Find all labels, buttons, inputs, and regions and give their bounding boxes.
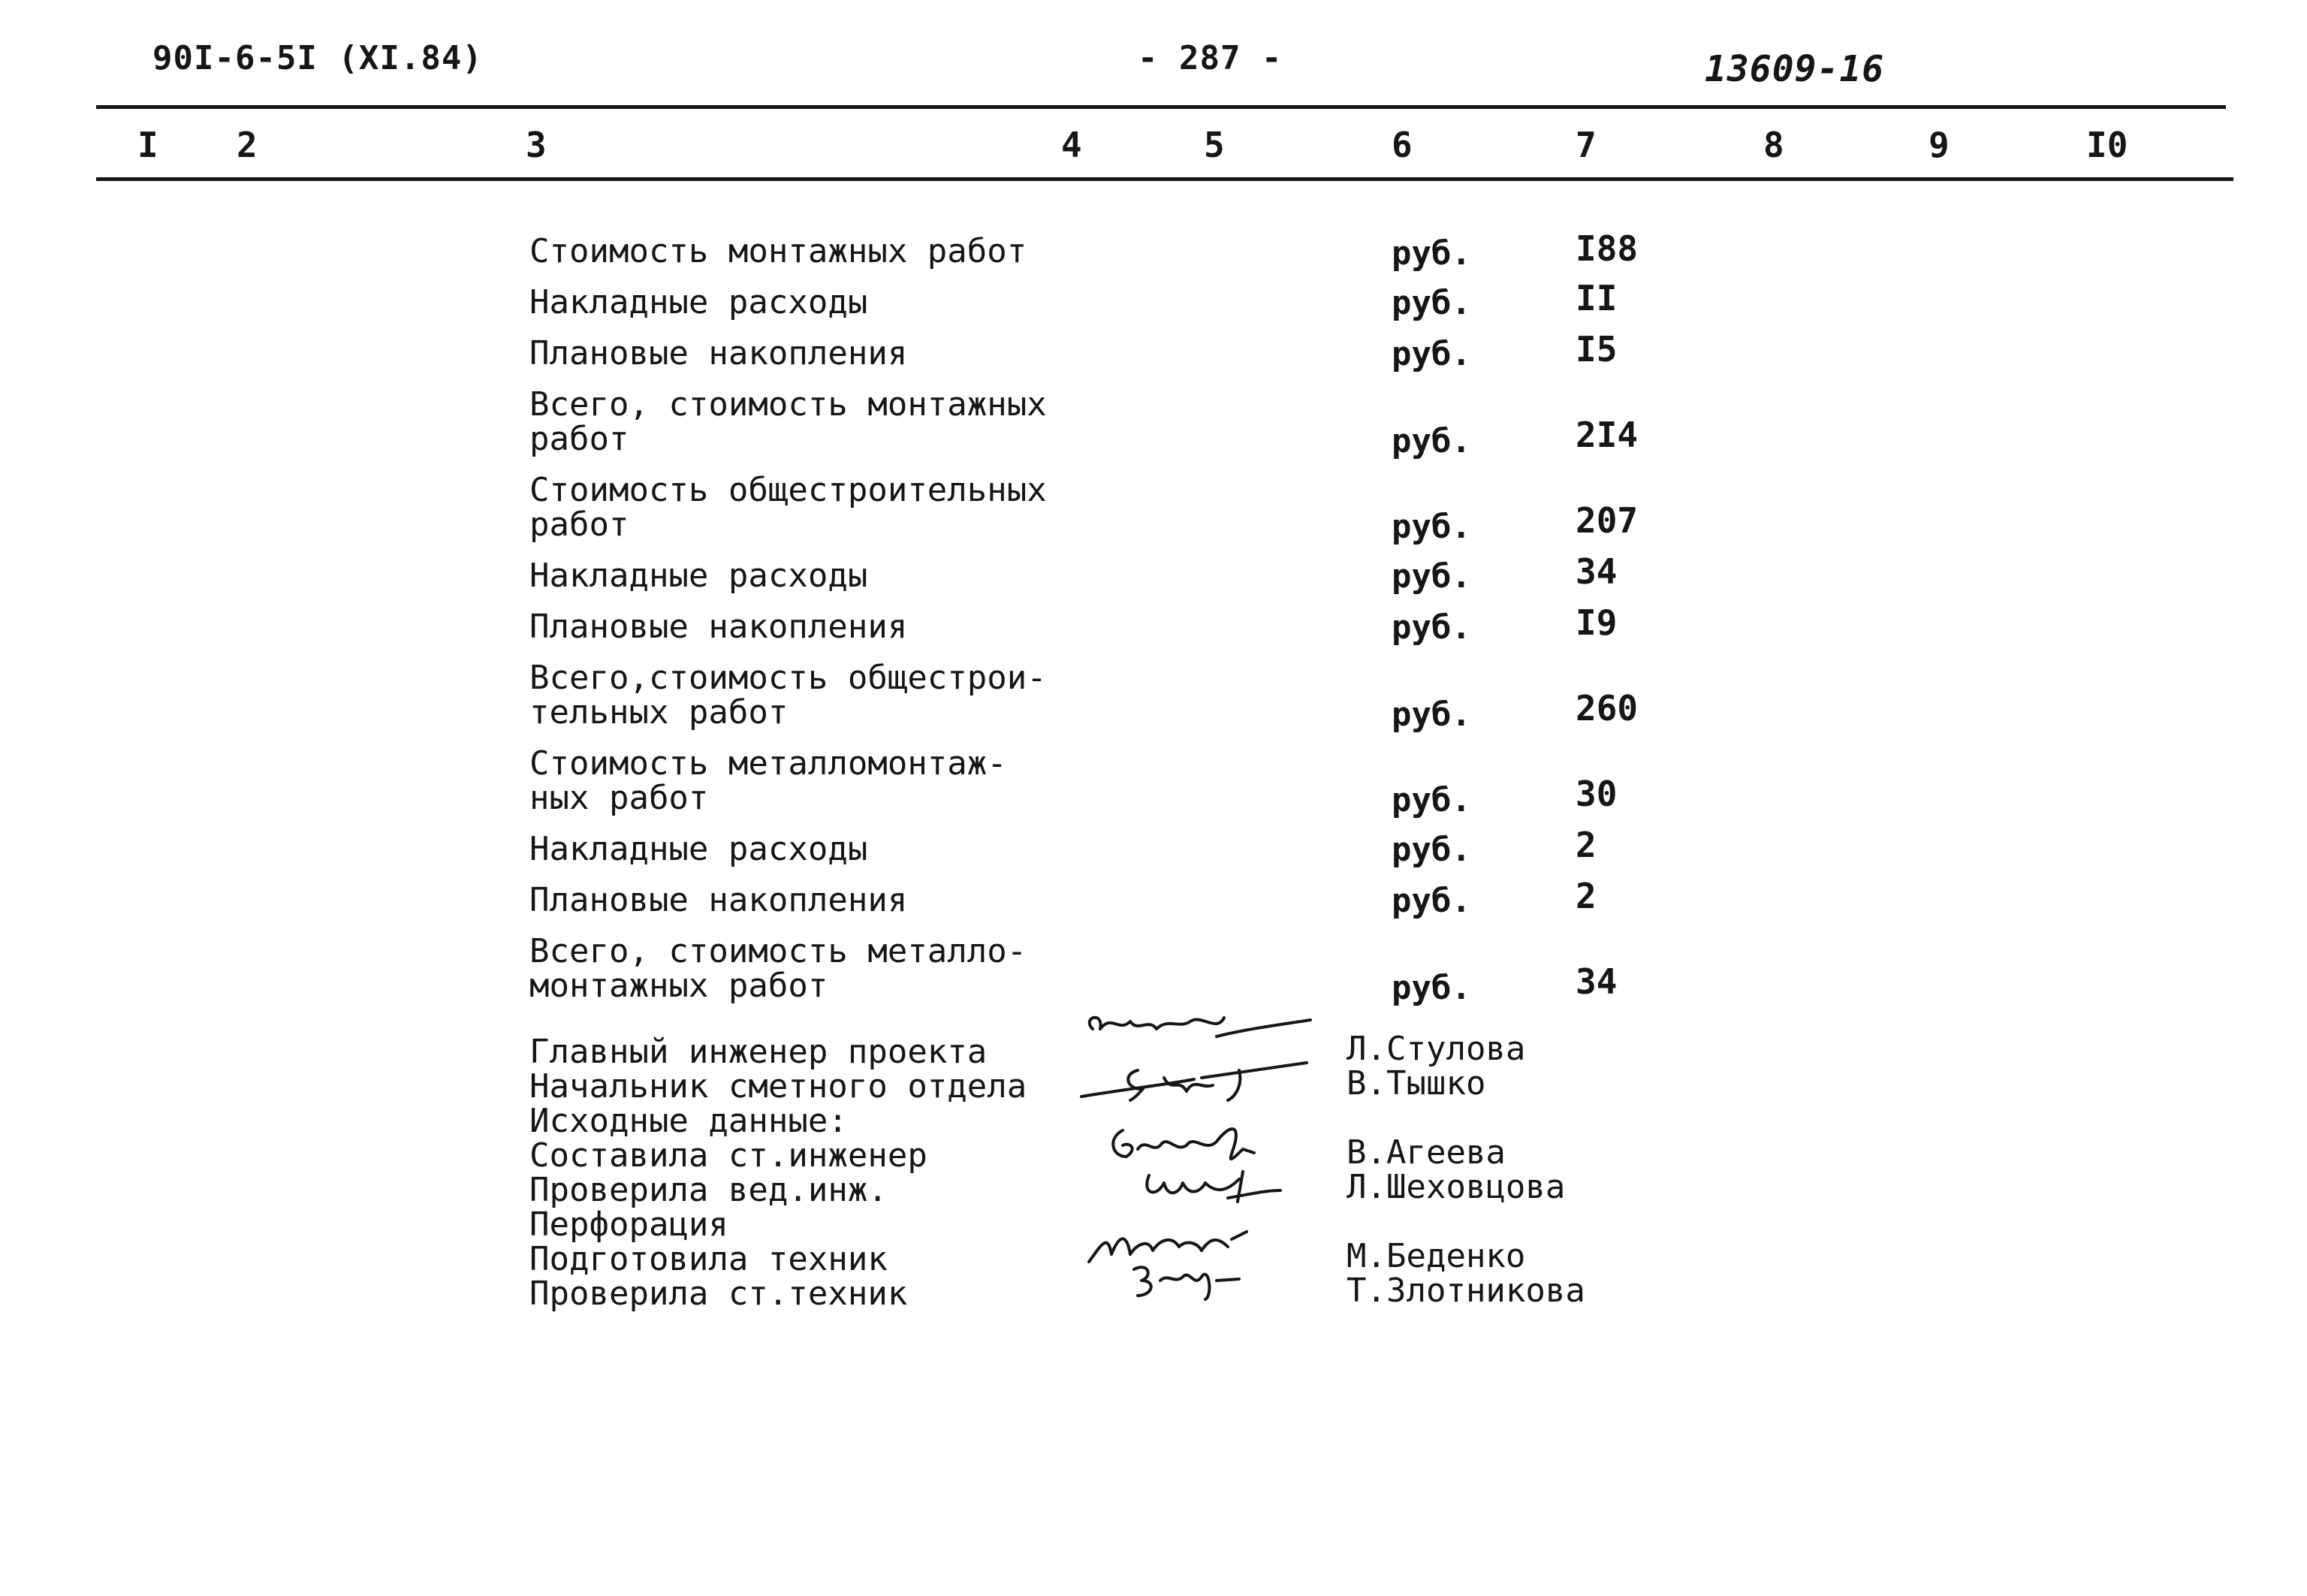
signatory-name: В.Тышко: [1347, 1064, 1486, 1103]
row-value: I9: [1576, 602, 1618, 643]
signature-role: Подготовила техник: [529, 1240, 888, 1278]
document-number: 13609-16: [1705, 48, 1885, 90]
row-unit: руб.: [1392, 882, 1471, 920]
row-value: 2I4: [1576, 415, 1639, 455]
document-code: 90I-6-5I (XI.84): [152, 39, 483, 77]
row-label: Плановые накопления: [529, 881, 908, 919]
row-label: Всего, стоимость монтажных работ: [529, 385, 1047, 458]
signature-role: Составила ст.инженер: [529, 1136, 927, 1175]
column-number: I: [137, 125, 158, 165]
signatory-name: Л.Стулова: [1347, 1030, 1526, 1068]
row-value: I88: [1576, 228, 1639, 269]
signatory-name: М.Беденко: [1347, 1237, 1526, 1275]
row-value: 260: [1576, 688, 1639, 729]
header-rule: [96, 177, 2233, 181]
signature-role: Проверила вед.инж.: [529, 1171, 888, 1209]
row-value: I5: [1576, 329, 1618, 370]
signature-zlotnikova-icon: [1066, 1251, 1314, 1303]
signature-role: Главный инженер проекта: [529, 1033, 988, 1071]
column-number: 9: [1929, 125, 1950, 165]
signature-role: Перфорация: [529, 1205, 728, 1244]
column-number: 6: [1392, 125, 1413, 165]
column-number: 8: [1763, 125, 1784, 165]
row-unit: руб.: [1392, 695, 1471, 734]
row-value: 2: [1576, 825, 1597, 865]
row-label: Накладные расходы: [529, 283, 868, 321]
row-unit: руб.: [1392, 831, 1471, 869]
column-number: 4: [1061, 125, 1082, 165]
row-label: Всего,стоимость общестрои- тельных работ: [529, 659, 1047, 732]
signature-role: Проверила ст.техник: [529, 1275, 908, 1313]
signature-role: Исходные данные:: [529, 1102, 848, 1140]
row-unit: руб.: [1392, 422, 1471, 460]
row-value: 30: [1576, 774, 1618, 814]
row-label: Стоимость металломонтаж- ных работ: [529, 744, 1007, 817]
column-number: 2: [237, 125, 258, 165]
signatory-name: Т.Злотникова: [1347, 1272, 1585, 1310]
column-number: 7: [1576, 125, 1597, 165]
row-label: Всего, стоимость металло- монтажных работ: [529, 932, 1027, 1005]
row-unit: руб.: [1392, 335, 1471, 373]
row-label: Стоимость общестроительных работ: [529, 471, 1047, 544]
row-value: 34: [1576, 551, 1618, 592]
row-value: II: [1576, 278, 1618, 318]
signature-shekhovtsova-icon: [1066, 1160, 1314, 1213]
row-label: Накладные расходы: [529, 830, 868, 868]
column-number: I0: [2086, 125, 2128, 165]
signature-stulova-icon: [1066, 999, 1314, 1051]
top-rule: [96, 105, 2226, 109]
row-label: Плановые накопления: [529, 608, 908, 646]
row-unit: руб.: [1392, 284, 1471, 322]
row-label: Плановые накопления: [529, 334, 908, 373]
row-label: Накладные расходы: [529, 557, 868, 595]
signatory-name: В.Агеева: [1347, 1133, 1506, 1172]
row-unit: руб.: [1392, 557, 1471, 596]
signature-role: Начальник сметного отдела: [529, 1067, 1027, 1106]
row-unit: руб.: [1392, 781, 1471, 819]
signatory-name: Л.Шеховцова: [1347, 1168, 1566, 1206]
row-value: 34: [1576, 961, 1618, 1002]
column-number: 3: [526, 125, 547, 165]
row-value: 207: [1576, 500, 1639, 541]
row-unit: руб.: [1392, 508, 1471, 546]
row-unit: руб.: [1392, 969, 1471, 1007]
row-unit: руб.: [1392, 234, 1471, 273]
row-label: Стоимость монтажных работ: [529, 232, 1027, 270]
signature-tyshko-icon: [1066, 1055, 1314, 1108]
row-value: 2: [1576, 876, 1597, 916]
column-number: 5: [1204, 125, 1225, 165]
row-unit: руб.: [1392, 608, 1471, 647]
page-number: - 287 -: [1138, 39, 1283, 77]
